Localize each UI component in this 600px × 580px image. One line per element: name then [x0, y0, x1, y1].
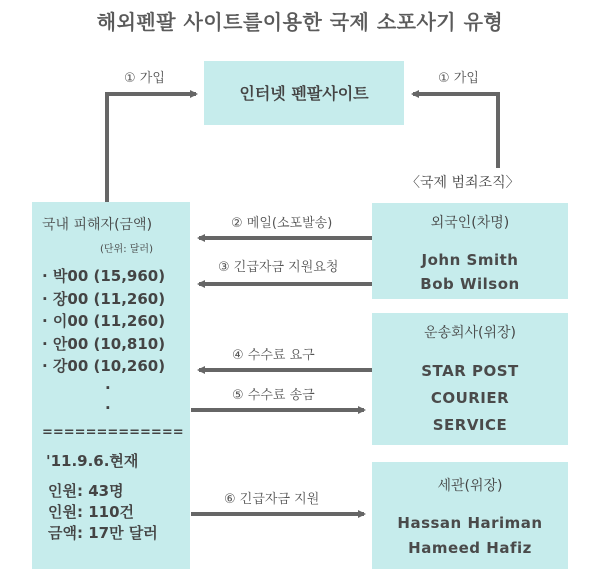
stat-line: 인원: 43명 — [48, 481, 124, 500]
penpal-site-box — [204, 61, 404, 125]
arrow-join-left — [107, 94, 196, 203]
stat-line: 금액: 17만 달러 — [48, 523, 158, 542]
label-step4: ④ 수수료 요구 — [232, 348, 315, 363]
foreigner-name: Bob Wilson — [420, 275, 520, 293]
victims-title: 국내 피해자(금액) — [42, 217, 153, 233]
customs-name: Hassan Hariman — [397, 514, 543, 532]
label-step6: ⑥ 긴급자금 지원 — [224, 492, 320, 507]
victim-item: · 장00 (11,260) — [42, 289, 166, 308]
criminal-org-label: 〈국제 범죄조직〉 — [406, 175, 520, 191]
victims-unit: (단위: 달러) — [100, 244, 153, 255]
shipping-name: STAR POST — [421, 362, 519, 380]
customs-names — [372, 511, 568, 561]
label-step2: ② 메일(소포발송) — [231, 216, 333, 231]
arrow-join-right — [413, 94, 498, 168]
diagram-title: 해외펜팔 사이트를이용한 국제 소포사기 유형 — [96, 10, 504, 34]
victim-item: · 이00 (11,260) — [42, 312, 166, 330]
customs-box — [372, 462, 568, 569]
ellipsis-dot: · — [105, 398, 111, 417]
foreigner-box — [372, 203, 568, 299]
label-join-right: ① 가입 — [438, 71, 479, 86]
label-join-left: ① 가입 — [124, 71, 165, 86]
victim-item: · 박00 (15,960) — [42, 267, 166, 285]
ellipsis-dot: · — [105, 378, 111, 397]
shipping-names — [372, 358, 568, 439]
foreigner-title: 외국인(차명) — [430, 215, 510, 231]
victims-stats — [48, 481, 190, 544]
label-step3: ③ 긴급자금 지원요청 — [218, 260, 339, 275]
victims-list — [42, 265, 190, 378]
victims-date: '11.9.6.현재 — [46, 452, 139, 470]
shipping-name: SERVICE — [432, 416, 508, 434]
victims-separator: ============= — [42, 424, 184, 440]
shipping-name: COURIER — [430, 389, 510, 407]
shipping-title: 운송회사(위장) — [423, 325, 517, 341]
victims-box — [32, 202, 190, 569]
label-step5: ⑤ 수수료 송금 — [232, 388, 315, 403]
victim-item: · 강00 (10,260) — [42, 357, 166, 375]
stat-line: 인원: 110건 — [48, 502, 135, 521]
victim-item: · 안00 (10,810) — [42, 334, 166, 353]
shipping-box — [372, 313, 568, 445]
penpal-site-label: 인터넷 펜팔사이트 — [239, 84, 369, 103]
customs-title: 세관(위장) — [437, 478, 503, 494]
foreigner-names — [372, 248, 568, 296]
foreigner-name: John Smith — [421, 251, 519, 269]
customs-name: Hameed Hafiz — [408, 539, 532, 557]
